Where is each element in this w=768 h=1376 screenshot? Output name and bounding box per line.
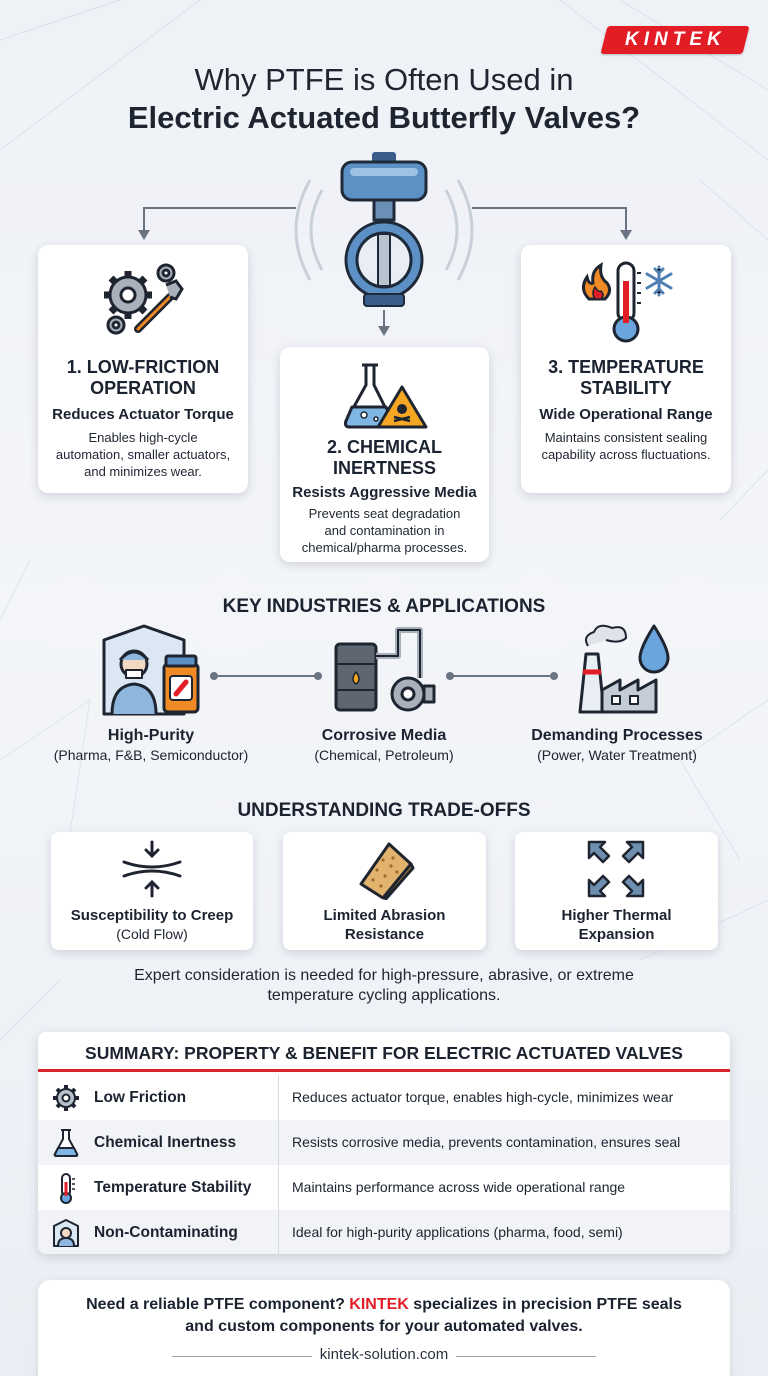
cta-banner [38,1280,730,1376]
summary-benefit: Ideal for high-purity applications (pharma, food, semi) [278,1210,730,1254]
property-card-temperature-stability [521,245,731,493]
summary-benefit: Resists corrosive media, prevents contamination, ensures seal [278,1120,730,1165]
compression-icon [122,840,182,898]
industry-name: High-Purity [107,727,195,744]
property-heading: 2. CHEMICAL INERTNESS [326,437,442,478]
gear-icon [51,1083,81,1113]
property-subtitle: Reduces Actuator Torque [52,406,234,423]
thermometer-icon [54,1172,78,1204]
summary-benefit: Reduces actuator torque, enables high-cycle, minimizes wear [278,1075,730,1120]
industry-item-high-purity [36,727,266,763]
summary-benefit: Maintains performance across wide operational range [278,1165,730,1210]
tradeoff-label: Higher Thermal Expansion [561,907,672,943]
property-description: Enables high-cycle automation, smaller actuators, and minimizes wear. [55,430,231,479]
industry-item-corrosive-media [269,727,499,763]
summary-property: Low Friction [94,1088,187,1106]
gear-wrench-icon [100,259,188,339]
summary-property: Chemical Inertness [94,1133,237,1151]
industries-illustration [0,620,768,720]
summary-property: Non-Contaminating [94,1223,238,1241]
summary-property: Temperature Stability [94,1178,252,1196]
tradeoff-label: Limited Abrasion Resistance [323,907,446,943]
tradeoff-card-creep [51,832,253,950]
table-row [38,1210,730,1254]
industry-sub: (Power, Water Treatment) [537,747,697,763]
summary-heading: SUMMARY: PROPERTY & BENEFIT FOR ELECTRIC ACTUATED VALVES [38,1032,730,1072]
tradeoffs-heading: UNDERSTANDING TRADE-OFFS [237,800,531,821]
page-title-line1: Why PTFE is Often Used in [194,62,574,97]
summary-table [38,1032,730,1254]
divider [456,1356,596,1357]
property-subtitle: Wide Operational Range [539,406,713,423]
cta-brand: KINTEK [349,1296,409,1313]
tradeoff-note: Expert consideration is needed for high-pressure, abrasive, or extreme temperature cycling applications. [134,967,634,1004]
cleanroom-icon [51,1218,81,1248]
expand-arrows-icon [585,838,647,900]
cta-text: Need a reliable PTFE component? KINTEK specializes in precision PTFE seals and custom components for your automated valves. [86,1296,682,1335]
tradeoff-card-abrasion [283,832,486,950]
website-link[interactable]: kintek-solution.com [319,1346,449,1363]
table-row [38,1075,730,1120]
factory-water-icon [580,626,668,712]
thermometer-fire-snow-icon [577,259,675,345]
page-title-line2: Electric Actuated Butterfly Valves? [127,100,641,135]
property-card-low-friction [38,245,248,493]
tradeoff-card-thermal-expansion [515,832,718,950]
industry-sub: (Pharma, F&B, Semiconductor) [53,747,249,763]
industries-heading: KEY INDUSTRIES & APPLICATIONS [222,596,546,617]
property-description: Maintains consistent sealing capability across fluctuations. [541,430,711,462]
property-heading: 1. LOW-FRICTION OPERATION [66,357,220,398]
butterfly-valve-icon [342,152,426,306]
industry-name: Corrosive Media [321,727,447,744]
table-row [38,1120,730,1165]
table-row [38,1165,730,1210]
property-description: Prevents seat degradation and contamination in chemical/pharma processes. [301,506,468,555]
property-heading: 3. TEMPERATURE STABILITY [548,357,704,398]
abrasion-pad-icon [353,838,417,900]
cleanroom-worker-icon [104,626,198,714]
industry-item-demanding-processes [502,727,732,763]
barrel-pump-icon [336,630,434,710]
flask-icon [52,1128,80,1158]
tradeoff-label: Susceptibility to Creep (Cold Flow) [70,907,234,942]
industry-sub: (Chemical, Petroleum) [314,747,454,763]
property-card-chemical-inertness [280,347,489,562]
kintek-logo[interactable]: KINTEK [601,26,750,54]
flask-hazard-icon [340,359,430,431]
property-subtitle: Resists Aggressive Media [292,484,477,501]
industry-name: Demanding Processes [531,727,703,744]
